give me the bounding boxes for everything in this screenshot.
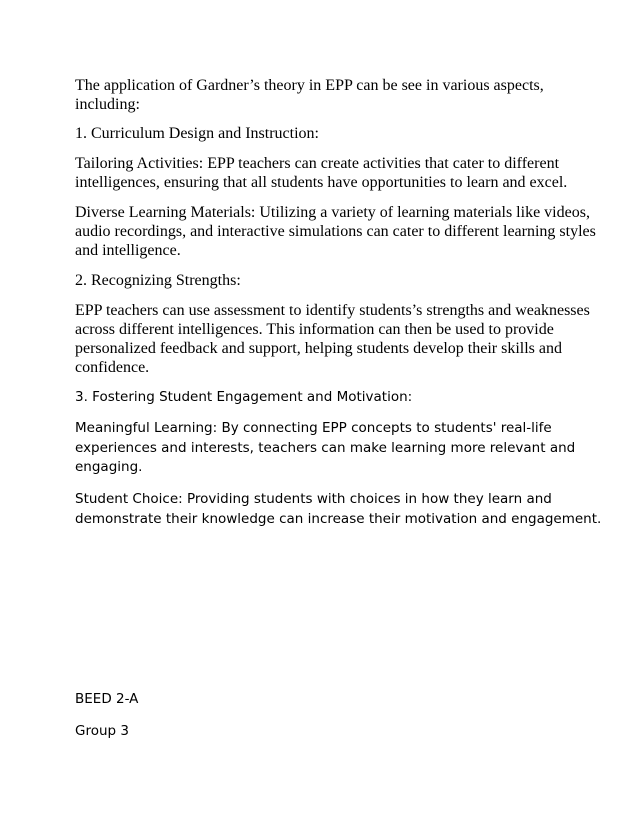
intro-line-1: The application of Gardner’s theory in EPP can be see in various aspects,: [75, 77, 544, 94]
section-3-heading: [75, 388, 565, 408]
strengths-line-4: confidence.: [75, 359, 150, 376]
diverse-line-1: Diverse Learning Materials: Utilizing a variety of learning materials like videos,: [75, 204, 590, 221]
diverse-line-3: and intelligence.: [75, 242, 181, 259]
section-3-heading-text: 3. Fostering Student Engagement and Motivation:: [75, 389, 413, 405]
section-label: [75, 690, 565, 710]
meaningful-line-2: experiences and interests, teachers can make learning more relevant and: [75, 439, 576, 456]
strengths-line-2: across different intelligences. This information can then be used to provide: [75, 321, 554, 338]
section-label-text: BEED 2-A: [75, 691, 139, 707]
meaningful-line-3: engaging.: [75, 459, 143, 475]
tailoring-line-1: Tailoring Activities: EPP teachers can create activities that cater to different: [75, 155, 560, 172]
section-1-heading-text: 1. Curriculum Design and Instruction:: [75, 125, 319, 142]
intro-line-2: including:: [75, 96, 140, 113]
student-choice-paragraph: [75, 490, 602, 529]
meaningful-learning-paragraph: [75, 419, 576, 478]
section-2-heading-text: 2. Recognizing Strengths:: [75, 272, 241, 289]
diverse-materials-paragraph: [75, 203, 596, 260]
intro-paragraph: [75, 76, 565, 114]
strengths-line-3: personalized feedback and support, helping students develop their skills and: [75, 340, 562, 357]
meaningful-line-1: Meaningful Learning: By connecting EPP concepts to students' real-life: [75, 420, 552, 436]
tailoring-line-2: intelligences, ensuring that all students have opportunities to learn and excel.: [75, 174, 568, 191]
tailoring-paragraph: [75, 154, 568, 192]
group-label-text: Group 3: [75, 723, 129, 739]
strengths-paragraph: [75, 301, 590, 377]
diverse-line-2: audio recordings, and interactive simulations can cater to different learning styles: [75, 223, 596, 240]
group-label: [75, 722, 565, 742]
choice-line-1: Student Choice: Providing students with choices in how they learn and: [75, 491, 552, 507]
section-1-heading: [75, 124, 565, 143]
strengths-line-1: EPP teachers can use assessment to identify students’s strengths and weaknesses: [75, 302, 590, 319]
choice-line-2: demonstrate their knowledge can increase their motivation and engagement.: [75, 510, 602, 527]
section-2-heading: [75, 271, 565, 290]
